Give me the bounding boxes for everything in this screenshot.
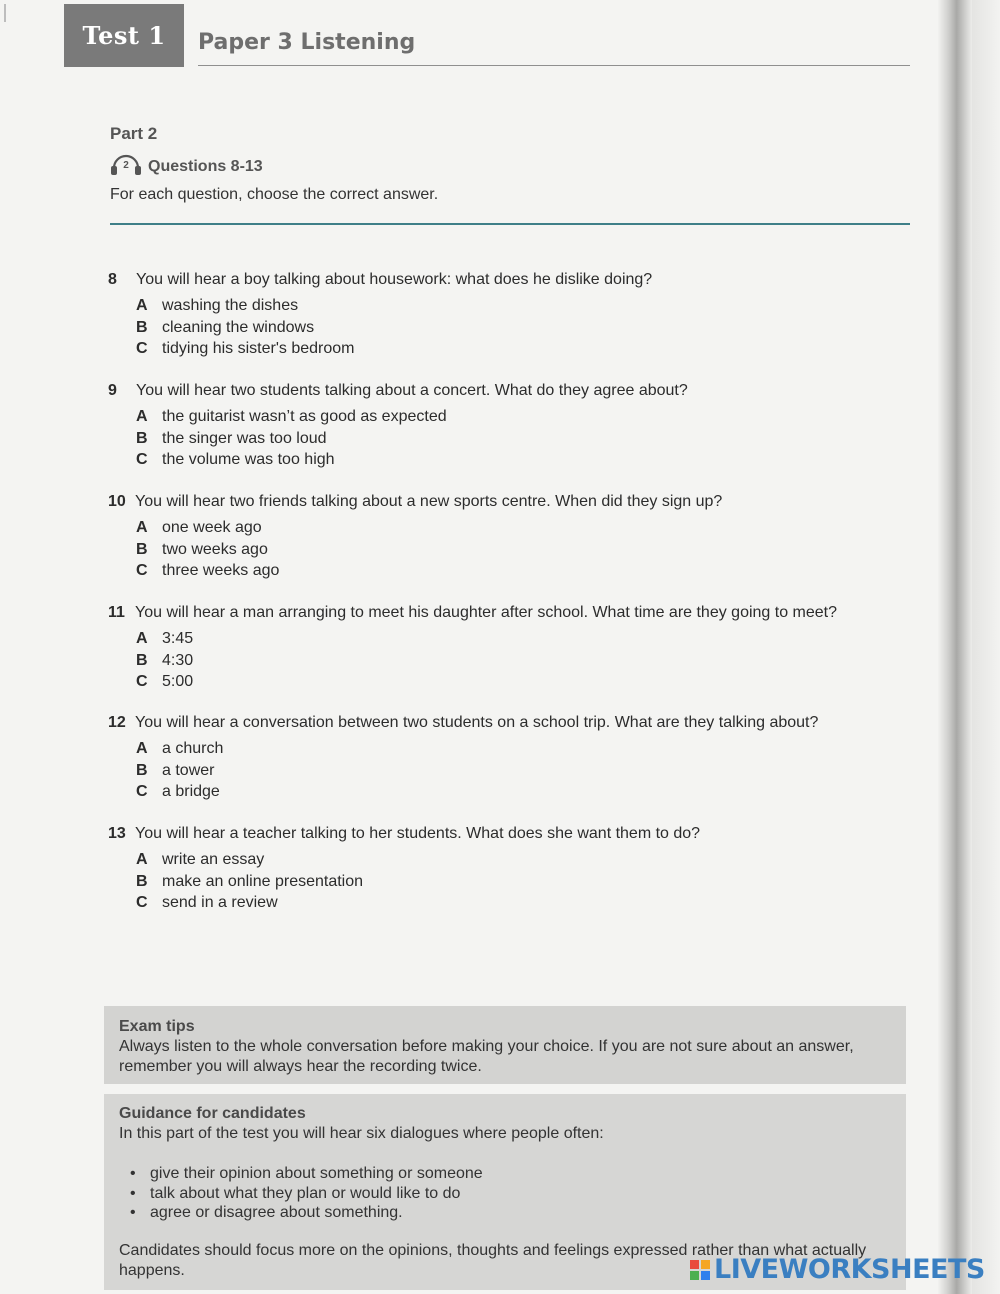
answer-option[interactable] <box>136 317 652 339</box>
track-number: 2 <box>123 160 129 171</box>
guidance-closing-line-2: happens. <box>119 1262 185 1279</box>
answer-option[interactable] <box>136 517 722 539</box>
answer-option[interactable] <box>136 760 818 782</box>
question-number: 10 <box>108 493 126 510</box>
liveworksheets-logo-icon <box>690 1260 710 1280</box>
exam-tips-line-2: remember you will always hear the recording twice. <box>119 1058 482 1075</box>
option-letter: C <box>136 894 148 911</box>
option-letter: B <box>136 318 148 336</box>
question-number: 12 <box>108 714 126 731</box>
option-text: one week ago <box>162 519 262 536</box>
guidance-bullet: • give their opinion about something or someone <box>130 1164 483 1184</box>
option-text: washing the dishes <box>162 297 299 314</box>
question-text: You will hear a conversation between two students on a school trip. What are they talking about? <box>135 714 819 731</box>
guidance-bullet-list <box>130 1164 483 1223</box>
option-text: make an online presentation <box>162 872 364 890</box>
option-text: 5:00 <box>162 673 194 690</box>
paper-title: Paper 3 Listening <box>198 30 416 55</box>
option-letter: A <box>136 740 148 757</box>
option-letter: A <box>136 297 148 314</box>
option-text: tidying his sister's bedroom <box>162 340 355 357</box>
answer-option[interactable] <box>136 406 688 428</box>
question-text: You will hear two friends talking about a new sports centre. When did they sign up? <box>135 493 723 510</box>
option-letter: B <box>136 761 148 779</box>
option-letter: B <box>136 429 148 447</box>
instruction-text: For each question, choose the correct answer. <box>110 186 439 203</box>
logo-square <box>701 1260 710 1269</box>
section-divider <box>110 223 910 225</box>
option-letter: A <box>136 408 148 425</box>
option-letter: B <box>136 872 148 890</box>
option-text: 4:30 <box>162 651 194 669</box>
watermark-text: LIVEWORKSHEETS <box>714 1254 985 1285</box>
guidance-closing-line-1: Candidates should focus more on the opinions, thoughts and feelings expressed rather than what actually <box>119 1242 867 1259</box>
page-edge-mark <box>4 4 6 22</box>
exam-tips-line-1: Always listen to the whole conversation before making your choice. If you are not sure about an answer, <box>119 1038 854 1055</box>
answer-option[interactable] <box>136 871 700 893</box>
option-text: a tower <box>162 761 215 779</box>
guidance-bullet: • talk about what they plan or would like to do <box>130 1184 483 1204</box>
guidance-bullet: • agree or disagree about something. <box>130 1203 483 1223</box>
exam-tips-box <box>104 1006 906 1084</box>
answer-option[interactable] <box>136 560 722 582</box>
answer-option[interactable] <box>136 428 688 450</box>
answer-option[interactable] <box>136 738 818 760</box>
question-item <box>108 493 722 582</box>
option-letter: B <box>136 540 148 558</box>
headphones-track-icon <box>110 152 142 181</box>
option-letter: B <box>136 651 148 669</box>
question-text: You will hear a boy talking about housework: what does he dislike doing? <box>136 271 653 288</box>
option-letter: C <box>136 783 148 800</box>
question-item <box>108 604 837 693</box>
guidance-intro: In this part of the test you will hear six dialogues where people often: <box>119 1125 604 1142</box>
option-letter: A <box>136 519 148 536</box>
option-letter: C <box>136 340 148 357</box>
question-number: 11 <box>108 604 125 621</box>
test-label-tab <box>64 4 184 67</box>
page-edge <box>972 0 1000 1294</box>
option-text: a church <box>162 740 224 757</box>
answer-option[interactable] <box>136 449 688 471</box>
question-number: 13 <box>108 825 126 842</box>
option-text: the volume was too high <box>162 451 335 468</box>
option-letter: C <box>136 562 148 579</box>
answer-option[interactable] <box>136 671 837 693</box>
option-text: the singer was too loud <box>162 429 327 447</box>
answer-option[interactable] <box>136 539 722 561</box>
question-number: 8 <box>108 271 117 288</box>
option-letter: A <box>136 630 148 647</box>
part-title: Part 2 <box>110 124 158 143</box>
logo-square <box>690 1271 699 1280</box>
exam-tips-title: Exam tips <box>119 1018 195 1035</box>
liveworksheets-watermark <box>690 1254 985 1285</box>
question-item <box>108 382 688 471</box>
answer-option[interactable] <box>136 338 652 360</box>
header-divider <box>198 65 910 66</box>
option-text: write an essay <box>162 851 265 868</box>
option-text: two weeks ago <box>162 540 268 558</box>
option-text: send in a review <box>162 894 278 911</box>
option-text: three weeks ago <box>162 562 280 579</box>
question-range-header <box>110 152 263 181</box>
book-spine-shadow <box>938 0 972 1294</box>
test-label: Test 1 <box>82 21 166 50</box>
question-range: Questions 8-13 <box>148 157 263 175</box>
question-number: 9 <box>108 382 117 399</box>
option-letter: A <box>136 851 148 868</box>
option-text: 3:45 <box>162 630 194 647</box>
option-text: a bridge <box>162 783 220 800</box>
guidance-title: Guidance for candidates <box>119 1105 306 1122</box>
option-letter: C <box>136 451 148 468</box>
option-text: cleaning the windows <box>162 318 315 336</box>
option-letter: C <box>136 673 148 690</box>
answer-option[interactable] <box>136 892 700 914</box>
question-text: You will hear a teacher talking to her students. What does she want them to do? <box>135 825 701 842</box>
answer-option[interactable] <box>136 781 818 803</box>
question-text: You will hear two students talking about a concert. What do they agree about? <box>136 382 688 399</box>
answer-option[interactable] <box>136 650 837 672</box>
question-item <box>108 714 818 803</box>
logo-square <box>690 1260 699 1269</box>
answer-option[interactable] <box>136 295 652 317</box>
answer-option[interactable] <box>136 628 837 650</box>
answer-option[interactable] <box>136 849 700 871</box>
question-text: You will hear a man arranging to meet his daughter after school. What time are they going to meet? <box>135 604 838 621</box>
option-text: the guitarist wasn’t as good as expected <box>162 408 447 425</box>
question-item <box>108 825 700 914</box>
logo-square <box>701 1271 710 1280</box>
question-item <box>108 271 652 360</box>
